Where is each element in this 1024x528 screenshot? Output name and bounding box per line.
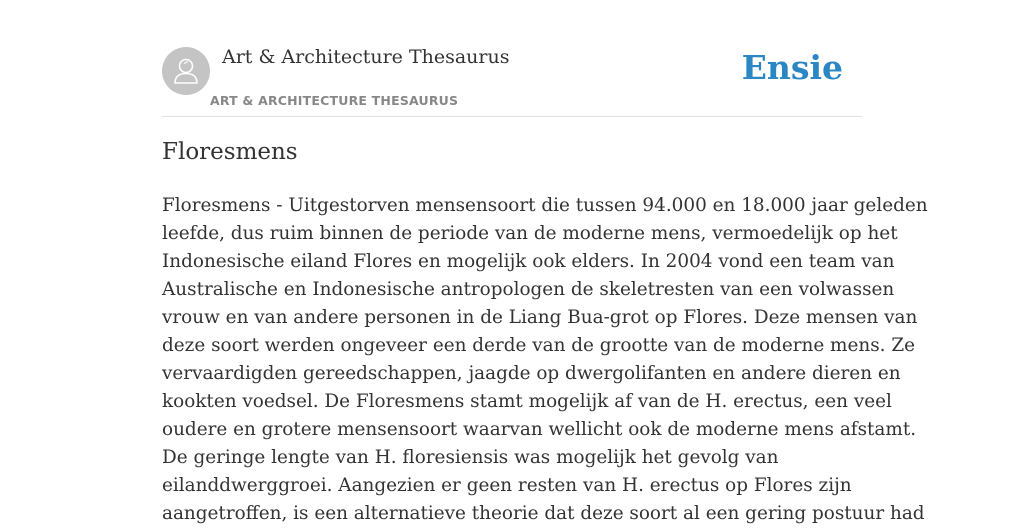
author-subtitle: ART & ARCHITECTURE THESAURUS [210, 93, 459, 108]
article-body-line: vrouw en van andere personen in de Liang Bua-grot op Flores. Deze mensen van [162, 307, 918, 328]
article-title: Floresmens [162, 139, 298, 165]
article-body-line: vervaardigden gereedschappen, jaagde op dwergolifanten en andere dieren en [162, 363, 901, 384]
article-body [162, 192, 928, 528]
article-body-line: eilanddwerggroei. Aangezien er geen resten van H. erectus op Flores zijn [162, 475, 852, 496]
article-body-line: Australische en Indonesische antropologen de skeletresten van een volwassen [162, 279, 895, 300]
author-avatar[interactable] [162, 47, 210, 95]
article-body-line: aangetroffen, is een alternatieve theorie dat deze soort al een gering postuur had [162, 503, 925, 524]
user-icon [162, 47, 210, 95]
author-name[interactable]: Art & Architecture Thesaurus [222, 46, 510, 68]
article-body-line: leefde, dus ruim binnen de periode van de moderne mens, vermoedelijk op het [162, 223, 898, 244]
article-body-line: kookten voedsel. De Floresmens stamt mogelijk af van de H. erectus, een veel [162, 391, 892, 412]
article-body-line: oudere en grotere mensensoort waarvan wellicht ook de moderne mens afstamt. [162, 419, 917, 440]
article-body-line: De geringe lengte van H. floresiensis was mogelijk het gevolg van [162, 447, 779, 468]
article-body-line: Floresmens - Uitgestorven mensensoort die tussen 94.000 en 18.000 jaar geleden [162, 195, 928, 216]
article-body-line: Indonesische eiland Flores en mogelijk ook elders. In 2004 vond een team van [162, 251, 895, 272]
page-header [162, 0, 862, 117]
article-body-line: deze soort werden ongeveer een derde van de grootte van de moderne mens. Ze [162, 335, 916, 356]
ensie-logo[interactable]: Ensie [741, 48, 843, 87]
